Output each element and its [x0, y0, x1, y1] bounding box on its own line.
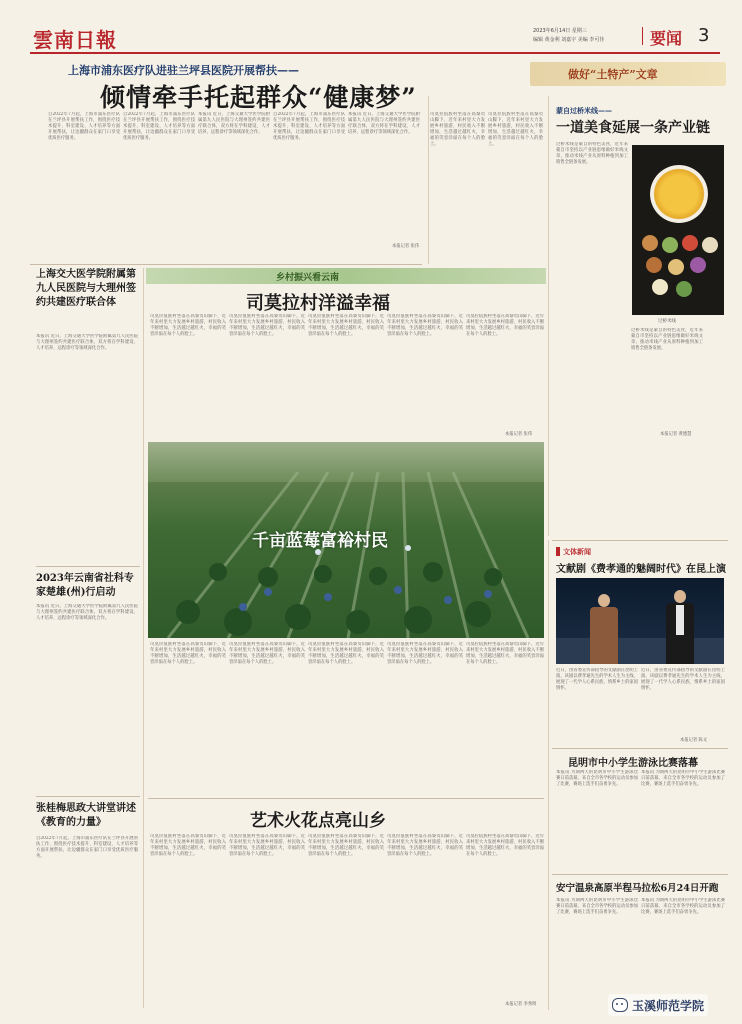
culture-tag [556, 546, 591, 557]
rural-story1-body: 司莫拉佤族村坐落在高黎贡山脚下，近年来村里大力发展乡村旅游，村民收入不断增加，生活越过越红火，幸福的笑容洋溢在每个人的脸上。 [150, 314, 226, 338]
rural-band-text: 乡村振兴看云南 [276, 273, 340, 283]
rural-story1-title: 司莫拉村洋溢幸福 [246, 293, 390, 314]
rural-story2-byline: 本报记者 李秀明 [505, 1002, 537, 1007]
masthead-logo: 雲南日報 [33, 28, 117, 52]
culture-body: 近日，由省委宣传部指导的文献剧在昆明上演，该剧以费孝通先生的学术人生为主线，展现了一代学人心系民族、情系乡土的家国情怀。 [556, 668, 638, 692]
culture-story3-body: 本报讯 为期两天的昆明市中小学生游泳比赛日前落幕，来自全市各学校的运动员参加了比赛，赛场上选手们奋勇争先。 [556, 898, 638, 916]
culture-story2-title: 昆明市中小学生游泳比赛落幕 [568, 758, 698, 769]
promo-banner [530, 62, 726, 86]
left-story2-title: 2023年云南省社科专家楚雄(州)行启动 [36, 573, 134, 598]
rural-story2-body: 司莫拉佤族村坐落在高黎贡山脚下，近年来村里大力发展乡村旅游，村民收入不断增加，生活越过越红火，幸福的笑容洋溢在每个人的脸上。 [150, 834, 226, 858]
masthead [0, 0, 742, 62]
blueberry-field-photo [148, 442, 544, 638]
left-story3-title: 张桂梅思政大讲堂讲述《教育的力量》 [36, 803, 136, 828]
promo-photo-caption: 过桥米线 [658, 319, 676, 324]
rural-band [146, 268, 546, 284]
left-story2-body: 本报讯 近日，上海交通大学医学院附属第九人民医院与大理州签约共建医疗联合体，双方将在学科建设、人才培养、远程诊疗等领域深化合作。 [36, 604, 138, 622]
left-story3-body: 自2022年7月起，上海市浦东医疗队在兰坪县开展帮扶工作，围绕医疗技术提升、科室建设、人才培养等方面开展帮扶，让边疆群众在家门口享受优质医疗服务。 [36, 836, 138, 860]
watermark [608, 994, 708, 1016]
rice-noodle-bowl-icon [650, 165, 708, 223]
promo-title: 一道美食延展一条产业链 [556, 120, 710, 136]
actor-left [584, 594, 624, 664]
top-story-kicker: 上海市浦东医疗队进驻兰坪县医院开展帮扶—— [68, 64, 299, 77]
masthead-editor: 编辑 黄金利 刘嘉宇 美编 李可佳 [533, 37, 605, 43]
rural-story1-byline: 本报记者 张伟 [505, 432, 533, 437]
culture-tag-marker [556, 547, 560, 556]
left-story1-title: 上海交大医学院附属第九人民医院与大理州签约共建医疗联合体 [36, 269, 136, 308]
culture-title: 文献剧《费孝通的魅阔时代》在昆上演 [556, 564, 726, 575]
culture-story2-body: 本报讯 为期两天的昆明市中小学生游泳比赛日前落幕，来自全市各学校的运动员参加了比赛，赛场上选手们奋勇争先。 [556, 770, 638, 788]
culture-story3-title: 安宁温泉高原半程马拉松6月24日开跑 [556, 883, 719, 894]
top-story-title: 倾情牵手托起群众“健康梦” [100, 83, 417, 112]
culture-tag-text: 文体新闻 [563, 547, 591, 556]
field-rows-graphic [148, 472, 544, 638]
rural-story2-title: 艺术火花点亮山乡 [250, 811, 386, 831]
top-story-byline: 本报记者 张伟 [392, 244, 420, 249]
page-number: 3 [698, 25, 710, 46]
watermark-text: 玉溪师范学院 [632, 998, 705, 1013]
masthead-date: 2023年6月14日 星期三 [533, 28, 587, 34]
wechat-icon [612, 998, 628, 1012]
promo-byline: 本报记者 黄德慧 [660, 432, 692, 437]
blueberry-photo-title: 千亩蓝莓富裕村民 [252, 531, 388, 551]
promo-body: 过桥米线是蒙自的特色美食，近年来蒙自市坚持以产业链思维做好米线文章，推动米线产业从原料种植到加工销售全链条发展。 [556, 142, 628, 166]
stage-photo [556, 578, 724, 664]
promo-kicker: 蒙自过桥米线—— [556, 107, 612, 115]
top-story-body: 自2022年7月起，上海市浦东医疗队在兰坪县开展帮扶工作，围绕医疗技术提升、科室建设、人才培养等方面开展帮扶，让边疆群众在家门口享受优质医疗服务。 [48, 112, 120, 142]
promo-photo [632, 145, 724, 315]
section-label: 要闻 [650, 29, 683, 48]
left-story1-body: 本报讯 近日，上海交通大学医学院附属第九人民医院与大理州签约共建医疗联合体，双方将在学科建设、人才培养、远程诊疗等领域深化合作。 [36, 334, 138, 352]
actor-right [660, 590, 700, 664]
culture-byline: 本报记者 陈文 [680, 738, 708, 743]
promo-banner-text: 做好“土特产”文章 [568, 68, 658, 81]
